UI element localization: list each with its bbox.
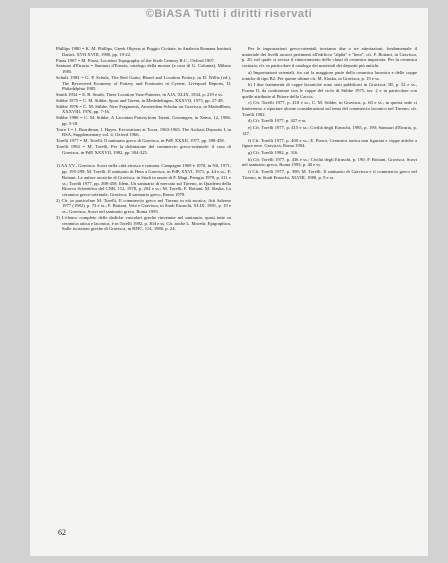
footnote-paragraph: b) I due frammenti di coppe laconiche sono stati pubblicati in Gravisca, III, p. 52 e ss., Forma II, da confrontare con le coppe del ciclo di Stibbe 1975, tav. 2 e in particolare con quelle attribuite al Pittore della Caccia.: [242, 82, 417, 99]
footnote-paragraph: h) Cfr. Torelli 1977, p. 436 e ss.; Civiltà degli Etruschi, p. 190; F. Boitani, Gravisca. Scavi nel santuario greco, Roma 1993, p. 40 e ss.: [242, 156, 417, 168]
bibliography-entry: Stibbe 1986 = C. M. Stibbe, A Laconian Potteryfrom Tarent, Groningen, in Xenia, 12, 1986, pp. 5-18.: [56, 115, 231, 126]
right-column: [242, 46, 417, 181]
watermark: ©BiASA Tutti i diritti riservati: [145, 8, 313, 20]
bibliography-entry: Schulz 1983 = G. P. Schulz, The Red Grain, Blond and Location Pottery, in D. Willis (ed.), The Recovered Economy of Pottery and Footnotes in Cyrene, Liverpool Reports, II, Philadelphia 1985.: [56, 74, 231, 92]
left-column: [56, 46, 231, 232]
footnote-paragraph: c) Cfr. Torelli 1977, p. 418 e ss.; C. M. Stibbe, in Gravisca, p. 60 e ss.; in questa sede ci limiteremo a riportare alcune considerazioni sul tema del commercio laconico nel Tirreno, cfr. Torelli 1982.: [242, 100, 417, 117]
footnote: 1) AA.VV., Gravisca. Scavi nella città etrusca e romana. Campagne 1969 e 1970, in NS, 1971, pp. 195-299; M. Torelli, Il santuario di Hera a Gravisca, in PdP, XXVI, 1971, p. 44 e ss.; F. Boitani, Le anfore arcaiche di Gravisca, in Studi in onore di F. Magi, Perugia 1979, p. 211 e ss.; Torelli 1977, pp. 398-458; Idem, Un santuario di mercato sul Tirreno, in Quaderni della Ricerca Scientifica del CNR, 112, 1978, p. 294 e ss.; M. Torelli, F. Boitani, M. Slaska, La ceramica greco-orientale, Gravisca, Il santuario greco, Roma 1978.: [56, 163, 231, 197]
bibliography-entry: Stibbe 1976 = C. M. Stibbe, New Fragments, Amsterdam Scholar on Gravisca, in MededRom, XXXVIII, 1976, pp. 7-16.: [56, 103, 231, 115]
footnote: 2) Cfr. in particolare M. Torelli, Il commercio greco nel Tirreno in età arcaica, Atti Salerno 1977 (1982), p. 73 e ss.; F. Boitani, Veio e Gravisca, in Studi Etruschi, XLIX, 1981, p. 19 e ss.; Gravisca, Scavi nel santuario greco, Roma 1993.: [56, 197, 231, 215]
document-page: [30, 8, 428, 556]
footnote-paragraph: i) Cfr. Torelli 1977, p. 398; M. Torelli, Il santuario di Gravisca e il commercio greco nel Tirreno, in Studi Etruschi, XLVIII, 1980, p. 9 e ss.: [242, 169, 417, 180]
bibliography-entry: Torre 1 = J. Boardman, J. Hayes, Excavations at Tocra, 1963-1965, The Archaic Deposits I, in BSA, Supplementary vol. 4, Oxford 1966.: [56, 126, 231, 138]
bibliography-entry: Stibbe 1975 = C. M. Stibbe, Sport and Tarent, in Mededelingen, XXXVII, 1975, pp. 27-48.: [56, 97, 224, 103]
footnote-paragraph: Per le importazioni greco-orientali troviamo due o tre attestazioni, fondamentale il materiale dei livelli arcaici pertinenti all'edificio "alpha" e "beta", cfr. F. Boitani, in Gravisca, p. 20, nel quale si avvisa il rinnovamento delle classi di ceramica importata. Per la ceramica corinzia, cfr. in particolare il catalogo dei materiali dei depositi più antichi.: [242, 46, 417, 69]
bibliography-entry: Santuari d'Etruria = Santuari d'Etruria, catalogo della mostra (a cura di G. Colonna), Milano 1985.: [56, 63, 231, 74]
bibliography-entry: Smith 1934 = E. B. Smith, Three Location Vase-Painters, in AJA, XLIX, 1934, p. 219 e ss.: [56, 92, 223, 97]
bibliography-entry: Torelli 1982 = M. Torelli, Per la definizione del commercio greco-orientale: il caso di Gravisca, in PdP, XXXVII, 1982, pp. 304-325.: [56, 143, 231, 155]
bibliography-entry: Pinza 1907 = M. Pinza, Location Topography of the Sixth Century B.C., Oxford 1907.: [56, 57, 215, 63]
footnote-paragraph: e) Cfr. Torelli 1977, p. 415 e ss.; Civiltà degli Etruschi, 1985, p. 190; Santuari d'Etruria, p. 147.: [242, 125, 417, 136]
footnote-paragraph: f) Cfr. Torelli 1977, p. 400 e ss.; E. Pierro, Ceramica ionica non figurata e coppe attiche a figure nere, Gravisca, Roma 1984.: [242, 137, 417, 149]
footnote-paragraph: a) Importazioni orientali, fra cui la maggiore parte della ceramica laconica e delle coppe ioniche di tipo B2. Per queste ultime cfr. M. Slaska, in Gravisca, p. 19 e ss.: [242, 69, 417, 81]
bibliography-entry: Phillips 1980 = K. M. Phillips, Greek Objects at Poggio Civitate, in Analecta Romana Instituti Danici, XVII XVIII, 1980, pp. 19-22.: [56, 46, 231, 57]
footnote: 3) L'elenco completo delle dediche vascolari greche rinvenute nel santuario, quasi tutte su ceramica attica e laconica, è in Torelli 1982, p. 304 e ss. Cfr. anche L. Moretti, Epigraphica, Sulle iscrizioni greche di Gravisca, in RFIC, 114, 1986, p. 24.: [56, 214, 231, 232]
bibliography-entry: Torelli 1977 = M. Torelli, Il santuario greco di Gravisca, in PdP, XXXII, 1977, pp. 398-458.: [56, 138, 225, 144]
footnote-paragraph: d) Cfr. Torelli 1977, p. 427 e ss.: [248, 118, 307, 124]
footnote-paragraph: g) Cfr. Torelli 1982, p. 316.: [248, 149, 299, 155]
section-gap: [56, 155, 231, 163]
page-number: 62: [58, 528, 66, 537]
